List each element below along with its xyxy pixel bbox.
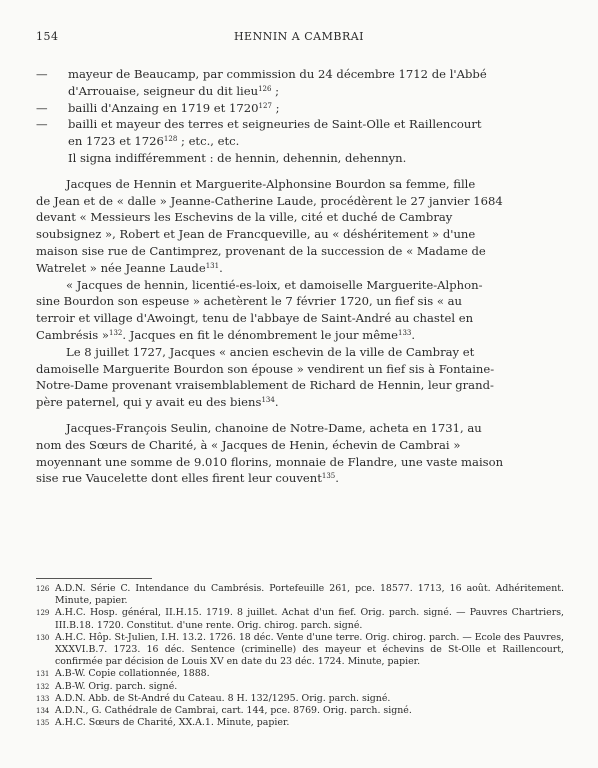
list-line: d'Arrouaise, seigneur du dit lieu — [68, 83, 259, 98]
paragraph-deed-1684: Jacques de Hennin et Marguerite-Alphonsine Bourdon sa femme, fille de Jean et de « dalle » Jeanne-Catherine Laude, procédèrent le 27 janvier 1684 devant « Messieurs les Eschevins de la ville, cité et duché de Cambray soubsignez », Robert et Jean de Francqueville, au « déshéritement » d'une maison sise rue de Cantimprez, provenant de la succession de « Madame de Watrelet » née Jeanne Laude$^{131}$. — [36, 176, 503, 275]
footnote — [36, 681, 564, 693]
list-line: mayeur de Beaucamp, par commission du 24 décembre 1712 de l'Abbé — [68, 67, 487, 81]
list-item: — bailli et mayeur des terres et seigneuries de Saint-Olle et Raillencourt en 1723 et 1726$^{128}$ ; etc., etc. — [36, 116, 564, 150]
footnote-number: 134 — [36, 707, 50, 716]
paragraph-purchase-1731: Jacques-François Seulin, chanoine de Notre-Dame, acheta en 1731, au nom des Sœurs de Charité, à « Jacques de Henin, échevin de Cambrai » moyennant une somme de 9.010 florins, monnaie de Flandre, une vaste maison sise rue Vaucelette dont elles firent leur couvent$^{135}$. — [36, 420, 504, 486]
footnote-text: A.D.N. Abb. de St-André du Cateau. 8 H. 132/1295. Orig. parch. signé. — [55, 692, 391, 704]
footnote-ref: 126 — [258, 84, 272, 93]
list-line: en 1723 et 1726 — [68, 134, 164, 149]
footnote-ref: 135 — [321, 472, 336, 481]
footnote-text: A.H.C. Hôp. St-Julien, I.H. 13.2. 1726. 18 déc. Vente d'une terre. Orig. chirog. parch. — Ecole des Pauvres, XXXVI.B.7. 1723. 16 déc. Sentence (criminelle) des mayeur et échevins de St-Olle et Raillencourt, confirmée par décision de Louis XV en date du 23 déc. 1724. Minute, papier. — [55, 631, 564, 668]
footnote-text: A.H.C. Hosp. général, II.H.15. 1719. 8 juillet. Achat d'un fief. Orig. parch. signé. — Pauvres Chartriers, III.B.18. 1720. Constitut. d'une rente. Orig. chirog. parch. signé. — [55, 607, 564, 631]
list-dash: — — [36, 67, 48, 81]
footnote-text: A.H.C. Sœurs de Charité, XX.A.1. Minute, papier. — [55, 717, 290, 729]
footnote — [36, 632, 564, 669]
footnote — [36, 668, 564, 680]
footnote-number: 131 — [36, 670, 50, 679]
paragraph-fief-1720: « Jacques de hennin, licentié-es-loix, et damoiselle Marguerite-Alphon- sine Bourdon son espeuse » achetèrent le 7 février 1720, un fief sis « au terroir et village d'Awoingt, tenu de l'abbaye de Saint-André au chastel en Cambrésis »$^{132}$. Jacques en fit le dénombrement le jour même$^{133}$. — [36, 277, 483, 342]
list-dash: — — [36, 117, 48, 132]
footnote-ref: 128 — [163, 135, 178, 144]
footnote-text: A.B-W. Copie collationnée, 1888. — [55, 668, 210, 680]
list-item: — mayeur de Beaucamp, par commission du 24 décembre 1712 de l'Abbé d'Arrouaise, seigneur du dit lieu$^{126}$ ; — [36, 66, 564, 100]
footnote-ref: 133 — [397, 328, 412, 337]
running-header — [0, 30, 598, 48]
footnote-text: A.D.N. Série C. Intendance du Cambrésis. Portefeuille 261, pce. 18577. 1713, 16 août. Adhéritement. Minute, papier. — [55, 583, 564, 607]
footnote — [36, 607, 564, 631]
footnote-ref: 134 — [261, 396, 275, 405]
footnote-text: A.B-W. Orig. parch. signé. — [55, 680, 178, 692]
footnote-number: 129 — [36, 609, 50, 618]
list-item: — bailli d'Anzaing en 1719 et 1720$^{127}$ ; — [36, 100, 280, 115]
footnote-ref: 132 — [109, 328, 123, 337]
signature-line: Il signa indifféremment : de hennin, dehennin, dehennyn. — [68, 150, 407, 165]
footnote-number: 135 — [36, 719, 50, 728]
footnote-divider — [36, 578, 152, 579]
footnotes — [36, 583, 564, 729]
page-number: 154 — [36, 30, 59, 43]
footnote-ref: 127 — [258, 101, 272, 110]
list-line: bailli d'Anzaing en 1719 et 1720 — [68, 100, 259, 115]
footnote-number: 126 — [36, 585, 50, 593]
list-line: bailli et mayeur des terres et seigneuries de Saint-Olle et Raillencourt — [68, 117, 482, 132]
list-dash: — — [36, 100, 48, 115]
paragraph-sale-1727: Le 8 juillet 1727, Jacques « ancien eschevin de la ville de Cambray et damoiselle Marguerite Bourdon son épouse » vendirent un fief sis à Fontaine- Notre-Dame provenant vraisemblablement de Richard de Hennin, leur grand- père paternel, qui y avait eu des biens$^{134}$. — [36, 344, 495, 410]
footnote-number: 130 — [36, 633, 50, 642]
footnote — [36, 705, 564, 717]
running-title: HENNIN A CAMBRAI — [233, 30, 365, 43]
footnote-ref: 131 — [205, 261, 220, 270]
footnote-number: 132 — [36, 682, 50, 691]
footnote-text: A.D.N., G. Cathédrale de Cambrai, cart. 144, pce. 8769. Orig. parch. signé. — [55, 705, 412, 717]
footnote — [36, 693, 564, 705]
footnote — [36, 583, 564, 607]
footnote-number: 133 — [36, 694, 50, 703]
main-text — [36, 66, 564, 487]
footnote — [36, 717, 564, 729]
